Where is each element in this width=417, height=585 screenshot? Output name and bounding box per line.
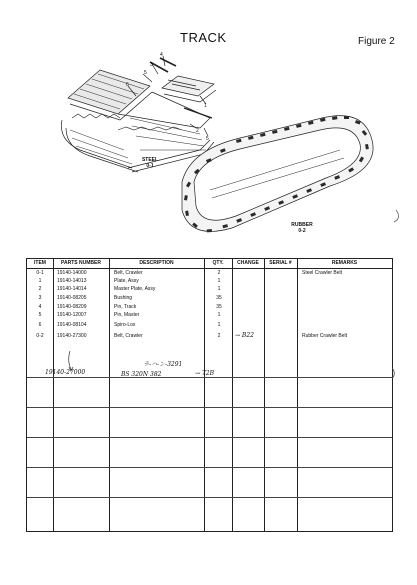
- cell-qty: 1: [217, 286, 221, 292]
- handwritten-leader: [27, 259, 392, 531]
- cell-qty: 35: [216, 304, 222, 310]
- callout-2: 2: [196, 128, 199, 134]
- track-illustration: [0, 0, 417, 258]
- row-divider: [27, 497, 392, 498]
- header-description: DESCRIPTION: [139, 260, 174, 266]
- cell-part-number: 19140-08209: [57, 304, 87, 310]
- row-divider: [27, 467, 392, 468]
- header-qty: QTY.: [212, 260, 224, 266]
- figure-label: Figure 2: [358, 36, 395, 47]
- cell-item: 4: [38, 304, 42, 310]
- cell-description: Plate, Assy: [114, 278, 139, 284]
- callout-5-bottom: 5: [206, 136, 209, 142]
- callout-4: 4: [160, 52, 163, 58]
- row-divider: [27, 437, 392, 438]
- rubber-caption-label: RUBBER: [291, 222, 313, 228]
- handwritten-upper-note: ラ-ハ-ン-3291: [143, 361, 183, 368]
- cell-qty: 1: [217, 312, 221, 318]
- header-change: CHANGE: [237, 260, 259, 266]
- header-item: ITEM: [34, 260, 46, 266]
- row-divider: [27, 407, 392, 408]
- cell-qty: 1: [217, 278, 221, 284]
- page-title: TRACK: [180, 30, 227, 45]
- margin-mark-lower: ): [392, 368, 396, 379]
- callout-3: 3: [150, 62, 153, 68]
- cell-part-number: 19140-14013: [57, 278, 87, 284]
- callout-6: 6: [126, 82, 129, 88]
- cell-change-handwritten: → B22: [235, 332, 254, 339]
- cell-description: Spiro-Lox: [114, 322, 136, 328]
- cell-qty: 35: [216, 295, 222, 301]
- handwritten-part-number: 19140-27000: [45, 369, 86, 376]
- cell-item: 0-1: [36, 270, 44, 276]
- cell-item: 3: [38, 295, 42, 301]
- header-parts-number: PARTS NUMBER: [61, 260, 101, 266]
- cell-description: Pin, Track: [114, 304, 137, 310]
- cell-remarks: Steel Crawler Belt: [302, 270, 343, 276]
- cell-description: Belt, Crawler: [114, 333, 143, 339]
- cell-description: Belt, Crawler: [114, 270, 143, 276]
- cell-part-number: 19140-08104: [57, 322, 87, 328]
- rubber-caption-code: 0-2: [298, 228, 306, 234]
- cell-description: Pin, Master: [114, 312, 140, 318]
- steel-caption-label: STEEL: [141, 157, 159, 163]
- rubber-track-drawing: [182, 116, 373, 233]
- handwritten-bs-note: BS 320N 382: [121, 371, 162, 378]
- cell-item: 1: [38, 278, 42, 284]
- handwritten-arrow-note: → 72B: [195, 370, 214, 377]
- header-serial: SERIAL #: [269, 260, 292, 266]
- cell-part-number: 19140-08205: [57, 295, 87, 301]
- cell-item: 5: [38, 312, 42, 318]
- cell-item: 0-2: [36, 333, 44, 339]
- callout-5-top: 5: [144, 70, 147, 76]
- steel-caption: [136, 157, 164, 169]
- cell-item: 6: [38, 322, 42, 328]
- cell-description: Master Plate, Assy: [114, 286, 156, 292]
- cell-qty: 2: [217, 270, 221, 276]
- cell-qty: 2: [217, 333, 221, 339]
- parts-table: [26, 258, 396, 532]
- rubber-caption: [286, 222, 318, 234]
- cell-description: Bushing: [114, 295, 133, 301]
- cell-remarks: Rubber Crawler Belt: [302, 333, 348, 339]
- callout-1: 1: [204, 103, 207, 109]
- cell-item: 2: [38, 286, 42, 292]
- cell-part-number: 19140-14000: [57, 270, 87, 276]
- cell-part-number: 19140-14014: [57, 286, 87, 292]
- row-divider: [27, 377, 392, 378]
- cell-qty: 1: [217, 322, 221, 328]
- steel-caption-code: 0-1: [146, 163, 154, 169]
- cell-part-number: 19140-12007: [57, 312, 87, 318]
- header-remarks: REMARKS: [331, 260, 358, 266]
- steel-track-drawing: [61, 56, 216, 172]
- cell-part-number: 19140-27300: [57, 333, 87, 339]
- margin-mark: [394, 210, 399, 222]
